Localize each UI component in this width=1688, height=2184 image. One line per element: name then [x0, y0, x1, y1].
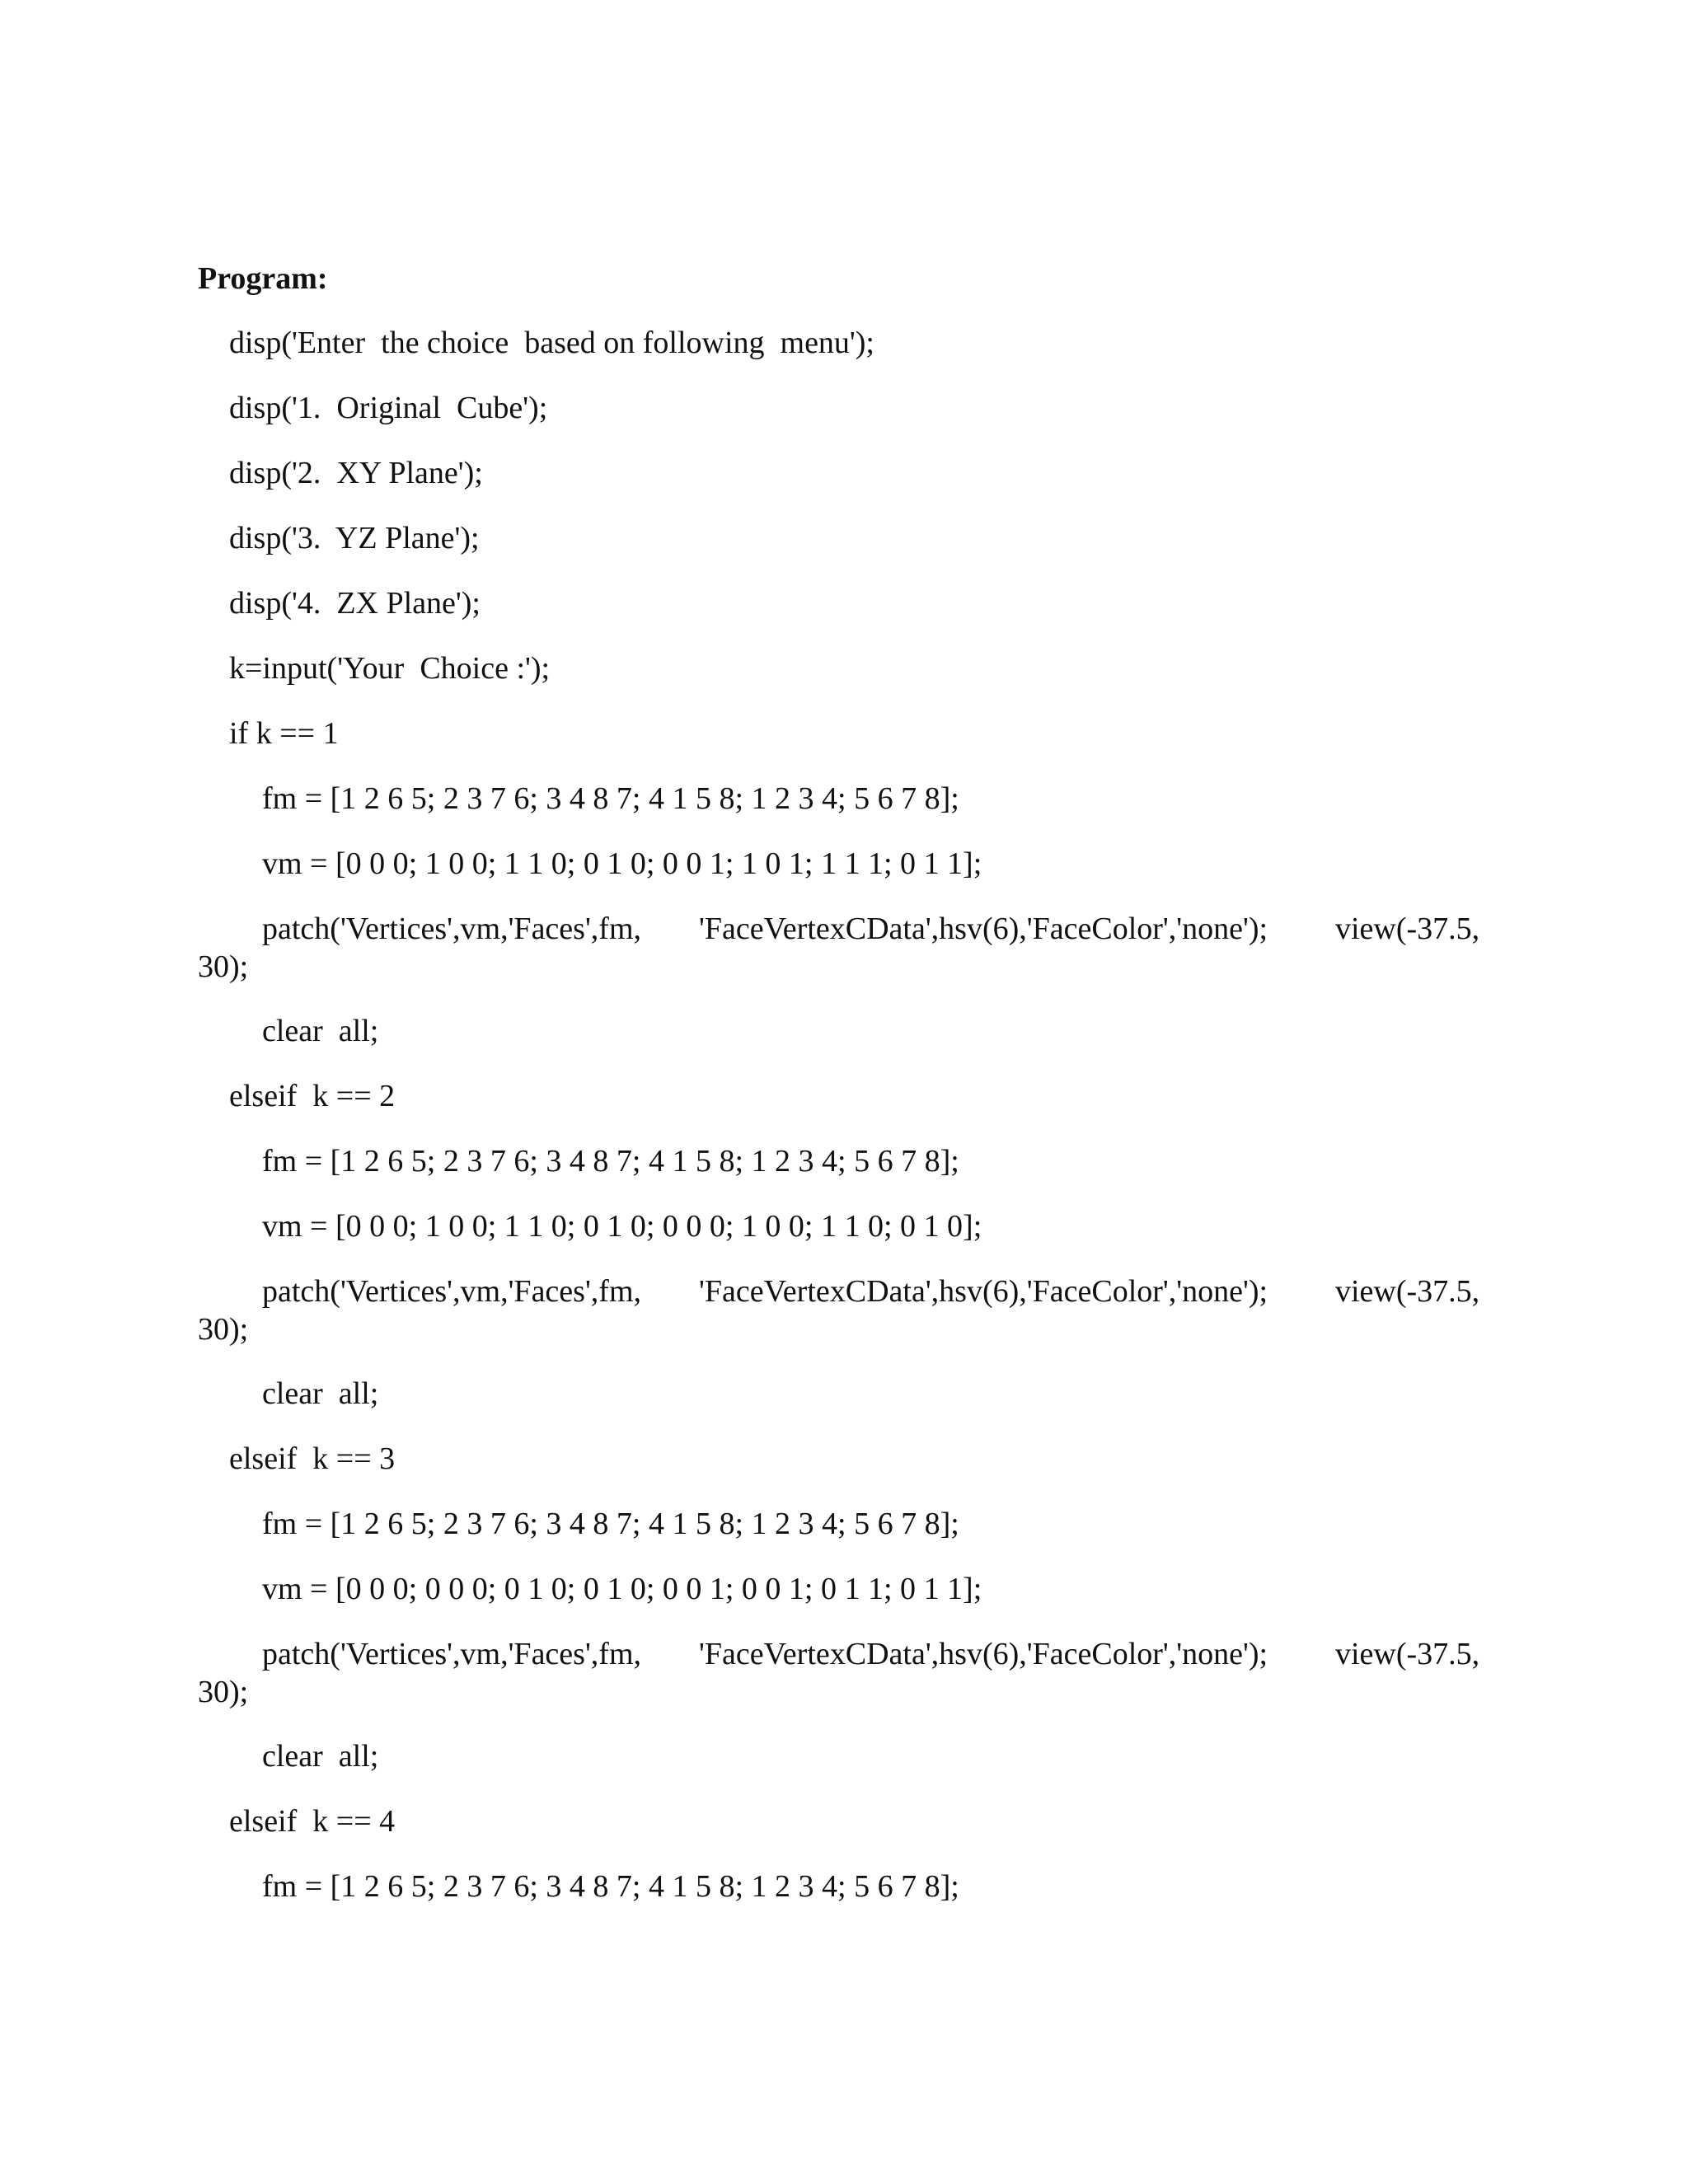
code-line: disp('1. Original Cube'); — [229, 391, 548, 425]
code-line: fm = [1 2 6 5; 2 3 7 6; 3 4 8 7; 4 1 5 8; 1 2 3 4; 5 6 7 8]; — [262, 781, 959, 816]
code-line: vm = [0 0 0; 1 0 0; 1 1 0; 0 1 0; 0 0 1; 1 0 1; 1 1 1; 0 1 1]; — [262, 846, 982, 881]
code-segment: 30); — [198, 1675, 249, 1709]
code-segment: patch('Vertices',vm,'Faces',fm, — [262, 912, 642, 946]
code-segment: 30); — [198, 949, 249, 984]
code-line: clear all; — [262, 1014, 379, 1048]
code-line: clear all; — [262, 1739, 379, 1774]
code-line: fm = [1 2 6 5; 2 3 7 6; 3 4 8 7; 4 1 5 8; 1 2 3 4; 5 6 7 8]; — [262, 1144, 959, 1179]
code-segment: 'FaceVertexCData',hsv(6),'FaceColor','none'); — [699, 912, 1268, 946]
code-segment: 30); — [198, 1312, 249, 1347]
code-line: elseif k == 2 — [229, 1079, 396, 1113]
code-segment: view(-37.5, — [1335, 912, 1480, 946]
code-line: fm = [1 2 6 5; 2 3 7 6; 3 4 8 7; 4 1 5 8; 1 2 3 4; 5 6 7 8]; — [262, 1507, 959, 1541]
code-line: vm = [0 0 0; 0 0 0; 0 1 0; 0 1 0; 0 0 1; 0 0 1; 0 1 1; 0 1 1]; — [262, 1572, 982, 1606]
code-line: elseif k == 4 — [229, 1804, 396, 1839]
code-line: disp('Enter the choice based on following menu'); — [229, 326, 874, 360]
code-line: elseif k == 3 — [229, 1441, 396, 1476]
program-heading: Program: — [198, 261, 328, 296]
code-line: disp('2. XY Plane'); — [229, 456, 483, 490]
code-segment: patch('Vertices',vm,'Faces',fm, — [262, 1274, 642, 1309]
code-segment: patch('Vertices',vm,'Faces',fm, — [262, 1637, 642, 1671]
code-segment: view(-37.5, — [1335, 1274, 1480, 1309]
code-line: fm = [1 2 6 5; 2 3 7 6; 3 4 8 7; 4 1 5 8; 1 2 3 4; 5 6 7 8]; — [262, 1869, 959, 1904]
code-segment: 'FaceVertexCData',hsv(6),'FaceColor','none'); — [699, 1637, 1268, 1671]
code-line: disp('3. YZ Plane'); — [229, 521, 480, 555]
code-segment: view(-37.5, — [1335, 1637, 1480, 1671]
code-segment: 'FaceVertexCData',hsv(6),'FaceColor','none'); — [699, 1274, 1268, 1309]
code-line: disp('4. ZX Plane'); — [229, 586, 481, 621]
code-line: vm = [0 0 0; 1 0 0; 1 1 0; 0 1 0; 0 0 0; 1 0 0; 1 1 0; 0 1 0]; — [262, 1209, 982, 1244]
code-line: k=input('Your Choice :'); — [229, 651, 551, 686]
code-line: if k == 1 — [229, 716, 339, 751]
code-line: clear all; — [262, 1376, 379, 1411]
